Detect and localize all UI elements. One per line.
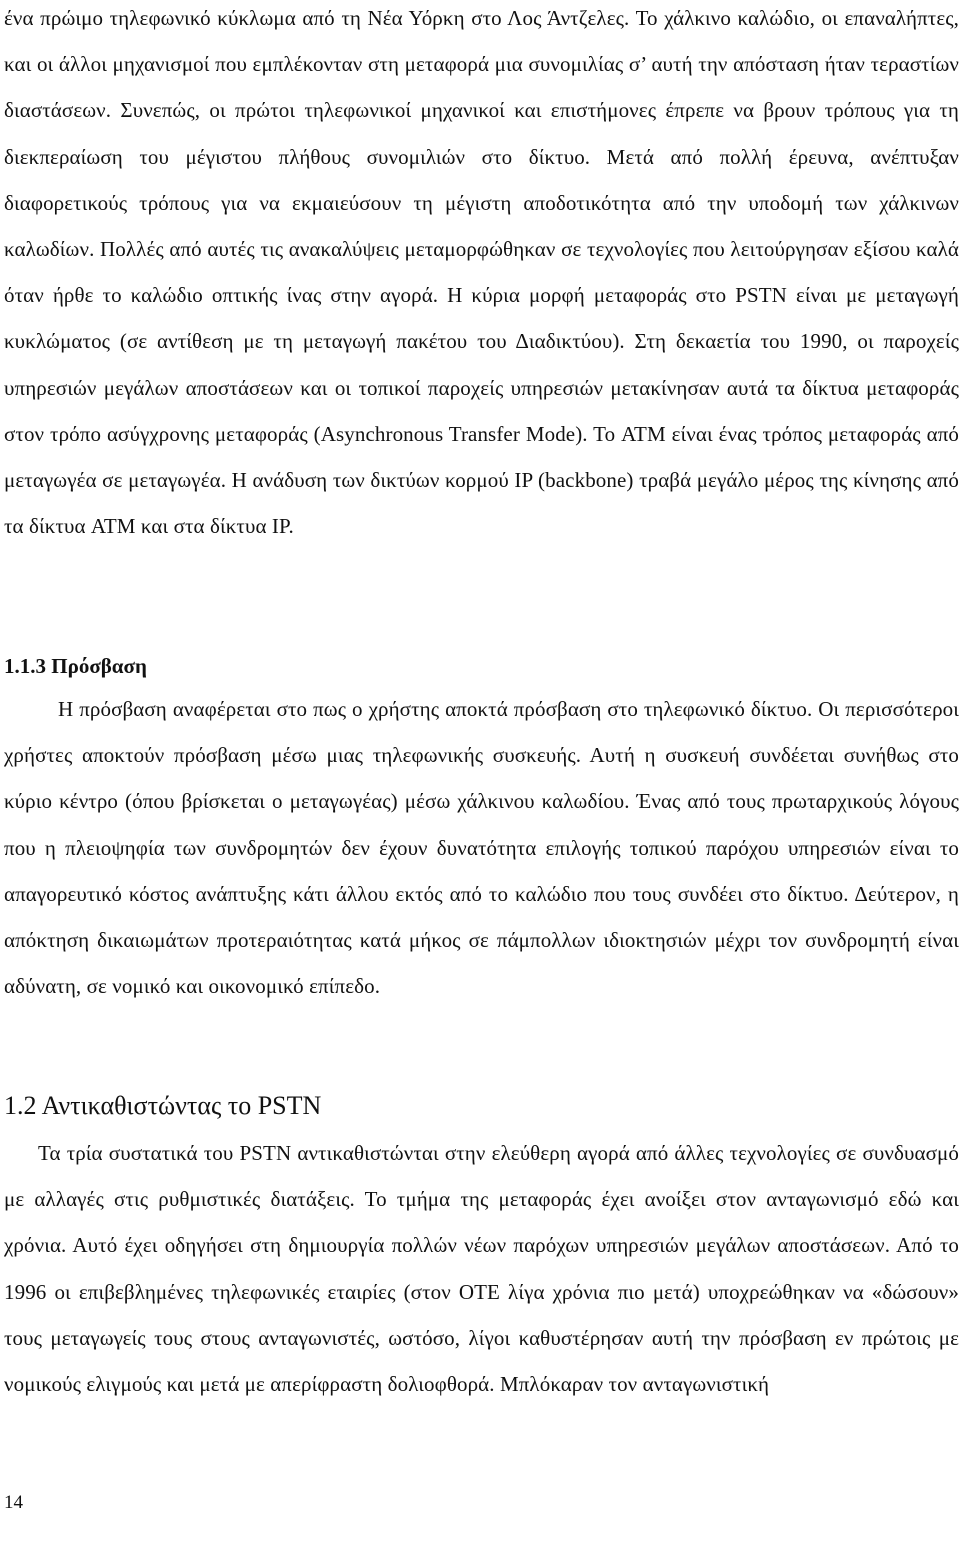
paragraph-access: Η πρόσβαση αναφέρεται στο πως ο χρήστης αποκτά πρόσβαση στο τηλεφωνικό δίκτυο. Οι περισσότεροι χρήστες αποκτούν πρόσβαση μέσω μιας τηλεφωνικής συσκευής. Αυτή η συσκευή συνδέεται συνήθως στο κύριο κέντρο (όπου βρίσκεται ο μεταγωγέας) μέσω χάλκινου καλωδίου. Ένας από τους πρωταρχικούς λόγους που η πλειοψηφία των συνδρομητών δεν έχουν δυνατότητα επιλογής τοπικού παρόχου υπηρεσιών είναι το απαγορευτικό κόστος ανάπτυξης κάτι άλλου εκτός από το καλώδιο που τους συνδέει στο δίκτυο. Δεύτερον, η απόκτηση δικαιωμάτων προτεραιότητας κατά μήκος σε πάμπολλων ιδιοκτησιών μέχρι τον συνδρομητή είναι αδύνατη, σε νομικό και οικονομικό επίπεδο. [4, 697, 959, 999]
page-number: 14 [4, 1492, 23, 1513]
section-heading-replacing-pstn: 1.2 Αντικαθιστώντας το PSTN [4, 1091, 322, 1120]
paragraph-replacing-pstn: Τα τρία συστατικά του PSTN αντικαθιστώνται στην ελεύθερη αγορά από άλλες τεχνολογίες σε συνδυασμό με αλλαγές στις ρυθμιστικές διατάξεις. Το τμήμα της μεταφοράς έχει ανοίξει στον ανταγωνισμό εδώ και χρόνια. Αυτό έχει οδηγήσει στη δημιουργία πολλών νέων παρόχων υπηρεσιών μεγάλων αποστάσεων. Από το 1996 οι επιβεβλημένες τηλεφωνικές εταιρίες (στον ΟΤΕ λίγα χρόνια πιο μετά) υποχρεώθηκαν να «δώσουν» τους μεταγωγείς τους στους ανταγωνιστές, ωστόσο, λίγοι καθυστέρησαν αυτή την πρόσβαση εν πρώτοις με νομικούς ελιγμούς και μετά με απερίφραστη δολιοφθορά. Μπλόκαραν τον ανταγωνιστική [4, 1141, 959, 1397]
paragraph-transport-continued: ένα πρώιμο τηλεφωνικό κύκλωμα από τη Νέα Υόρκη στο Λος Άντζελες. Το χάλκινο καλώδιο, οι επαναλήπτες, και οι άλλοι μηχανισμοί που εμπλέκονταν στη μεταφορά μια συνομιλίας σ’ αυτή την απόσταση ήταν τεραστίων διαστάσεων. Συνεπώς, οι πρώτοι τηλεφωνικοί μηχανικοί και επιστήμονες έπρεπε να βρουν τρόπους για τη διεκπεραίωση του μέγιστου πλήθους συνομιλιών στο δίκτυο. Μετά από πολλή έρευνα, ανέπτυξαν διαφορετικούς τρόπους για να εκμαιεύσουν τη μέγιστη αποδοτικότητα από την υποδομή των χάλκινων καλωδίων. Πολλές από αυτές τις ανακαλύψεις μεταμορφώθηκαν σε τεχνολογίες που λειτούργησαν εξίσου καλά όταν ήρθε το καλώδιο οπτικής ίνας στην αγορά. Η κύρια μορφή μεταφοράς στο PSTN είναι με μεταγωγή κυκλώματος (σε αντίθεση με τη μεταγωγή πακέτου του Διαδικτύου). Στη δεκαετία του 1990, οι παροχείς υπηρεσιών μεγάλων αποστάσεων και οι τοπικοί παροχείς υπηρεσιών μετακίνησαν αυτά τα δίκτυα μεταφοράς στον τρόπο ασύγχρονης μεταφοράς (Asynchronous Transfer Mode). Το ATM είναι ένας τρόπος μεταφοράς από μεταγωγέα σε μεταγωγέα. Η ανάδυση των δικτύων κορμού IP (backbone) τραβά μεγάλο μέρος της κίνησης από τα δίκτυα ATM και στα δίκτυα IP. [4, 6, 959, 539]
section-heading-access: 1.1.3 Πρόσβαση [4, 654, 147, 678]
